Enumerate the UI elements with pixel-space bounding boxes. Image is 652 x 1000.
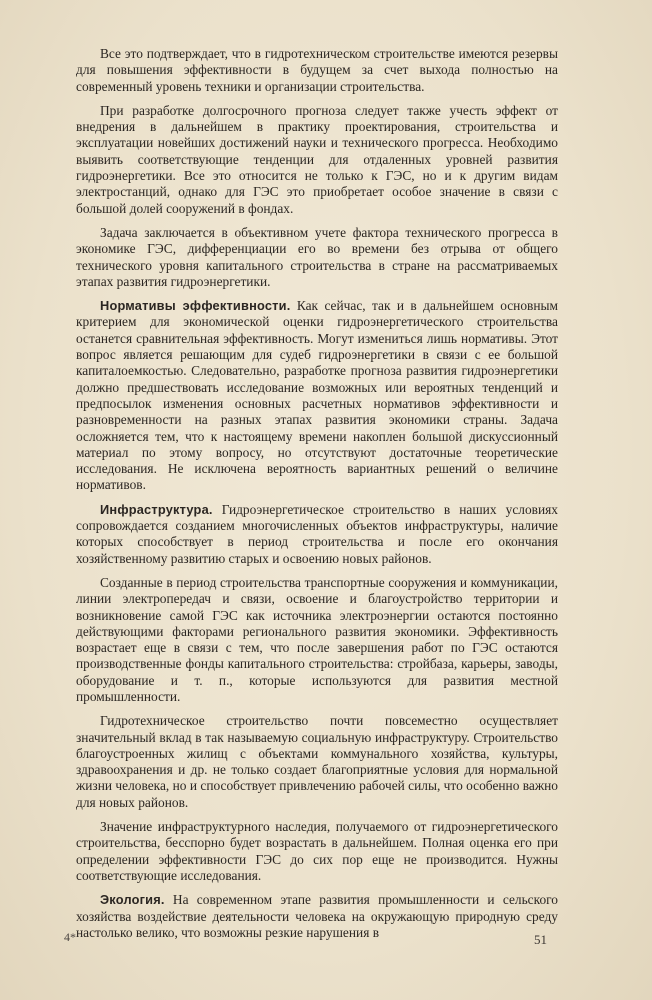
- paragraph-norms: [76, 298, 558, 494]
- paragraph-ecology: [76, 892, 558, 941]
- page-text: [76, 46, 558, 947]
- paragraph-6: [76, 575, 558, 705]
- paragraph-6-text: Созданные в период строительства транспортные сооружения и коммуникации, линии электропередач и связи, освоение и благоустройство территории и возникновение самой ГЭС как источника электроэнергии остаются постоянно действующими факторами регионального развития экономики. Эффективность возрастает еще в связи с тем, что после завершения работ по ГЭС остаются производственные фонды капитального строительства: стройбаза, карьеры, заводы, оборудование и т. п., которые используются для развития местной промышленности.: [76, 574, 558, 704]
- paragraph-1: [76, 46, 558, 95]
- section-heading-norms: Нормативы эффективности.: [100, 298, 291, 314]
- signature-mark: 4*: [64, 930, 76, 944]
- section-heading-ecology: Экология.: [100, 892, 165, 908]
- paragraph-2: [76, 103, 558, 217]
- paragraph-infrastructure: [76, 502, 558, 567]
- paragraph-8: [76, 819, 558, 884]
- paragraph-3-text: Задача заключается в объективном учете фактора технического прогресса в экономике ГЭС, дифференциации его во времени без отрыва от общего технического уровня капитального строительства в стране на рассматриваемых этапах развития гидроэнергетики.: [76, 224, 558, 289]
- paragraph-8-text: Значение инфраструктурного наследия, получаемого от гидроэнергетического строительства, бесспорно будет возрастать в дальнейшем. Полная оценка его при определении эффективности ГЭС до сих пор еще не производится. Нужны соответствующие исследования.: [76, 819, 558, 883]
- paragraph-norms-text: Как сейчас, так и в дальнейшем основным критерием для экономической оценки гидроэнергетического строительства останется сравнительная эффективность. Могут измениться лишь нормативы. Этот вопрос является решающим для судеб гидроэнергетики в связи с ее большой капиталоемкостью. Следовательно, разработке прогноза развития гидроэнергетики должно предшествовать исследование возможных или вероятных тенденций и предпосылок изменения основных расчетных нормативов эффективности и разновременности на разных этапах развития экономики страны. Задача осложняется тем, что к настоящему времени накоплен большой дискуссионный материал по этому вопросу, но отсутствуют достаточные теоретические исследования. Не исключена вероятность вариантных решений о величине нормативов.: [76, 298, 558, 493]
- section-heading-infrastructure: Инфраструктура.: [100, 501, 213, 517]
- paragraph-infrastructure-text: Гидроэнергетическое строительство в наших условиях сопровождается созданием многочисленных объектов инфраструктуры, наличие которых способствует в период строительства и после его окончания хозяйственному развитию старых и освоению новых районов.: [76, 501, 558, 566]
- paragraph-2-text: При разработке долгосрочного прогноза следует также учесть эффект от внедрения в дальнейшем в практику проектирования, строительства и эксплуатации новейших достижений науки и технического прогресса. Необходимо выявить соответствующие тенденции для отдаленных уровней развития гидроэнергетики. Все это относится не только к ГЭС, но и к другим видам электростанций, однако для ГЭС это приобретает особое значение в связи с большой долей сооружений в фондах.: [76, 102, 558, 216]
- paragraph-ecology-text: На современном этапе развития промышленности и сельского хозяйства воздействие деятельности человека на окружающую природную среду настолько велико, что возможны резкие нарушения в: [76, 892, 558, 940]
- paragraph-3: [76, 225, 558, 290]
- page-number: 51: [534, 932, 547, 947]
- paragraph-7: [76, 713, 558, 811]
- paragraph-7-text: Гидротехническое строительство почти повсеместно осуществляет значительный вклад в так называемую социальную инфраструктуру. Строительство благоустроенных жилищ с объектами коммунального хозяйства, культуры, здравоохранения и др. не только создает благоприятные условия для нормальной жизни человека, но и способствует привлечению рабочей силы, что особенно важно для новых районов.: [76, 713, 558, 810]
- paragraph-1-text: Все это подтверждает, что в гидротехническом строительстве имеются резервы для повышения эффективности в будущем за счет выхода полностью на современный уровень техники и организации строительства.: [76, 46, 558, 94]
